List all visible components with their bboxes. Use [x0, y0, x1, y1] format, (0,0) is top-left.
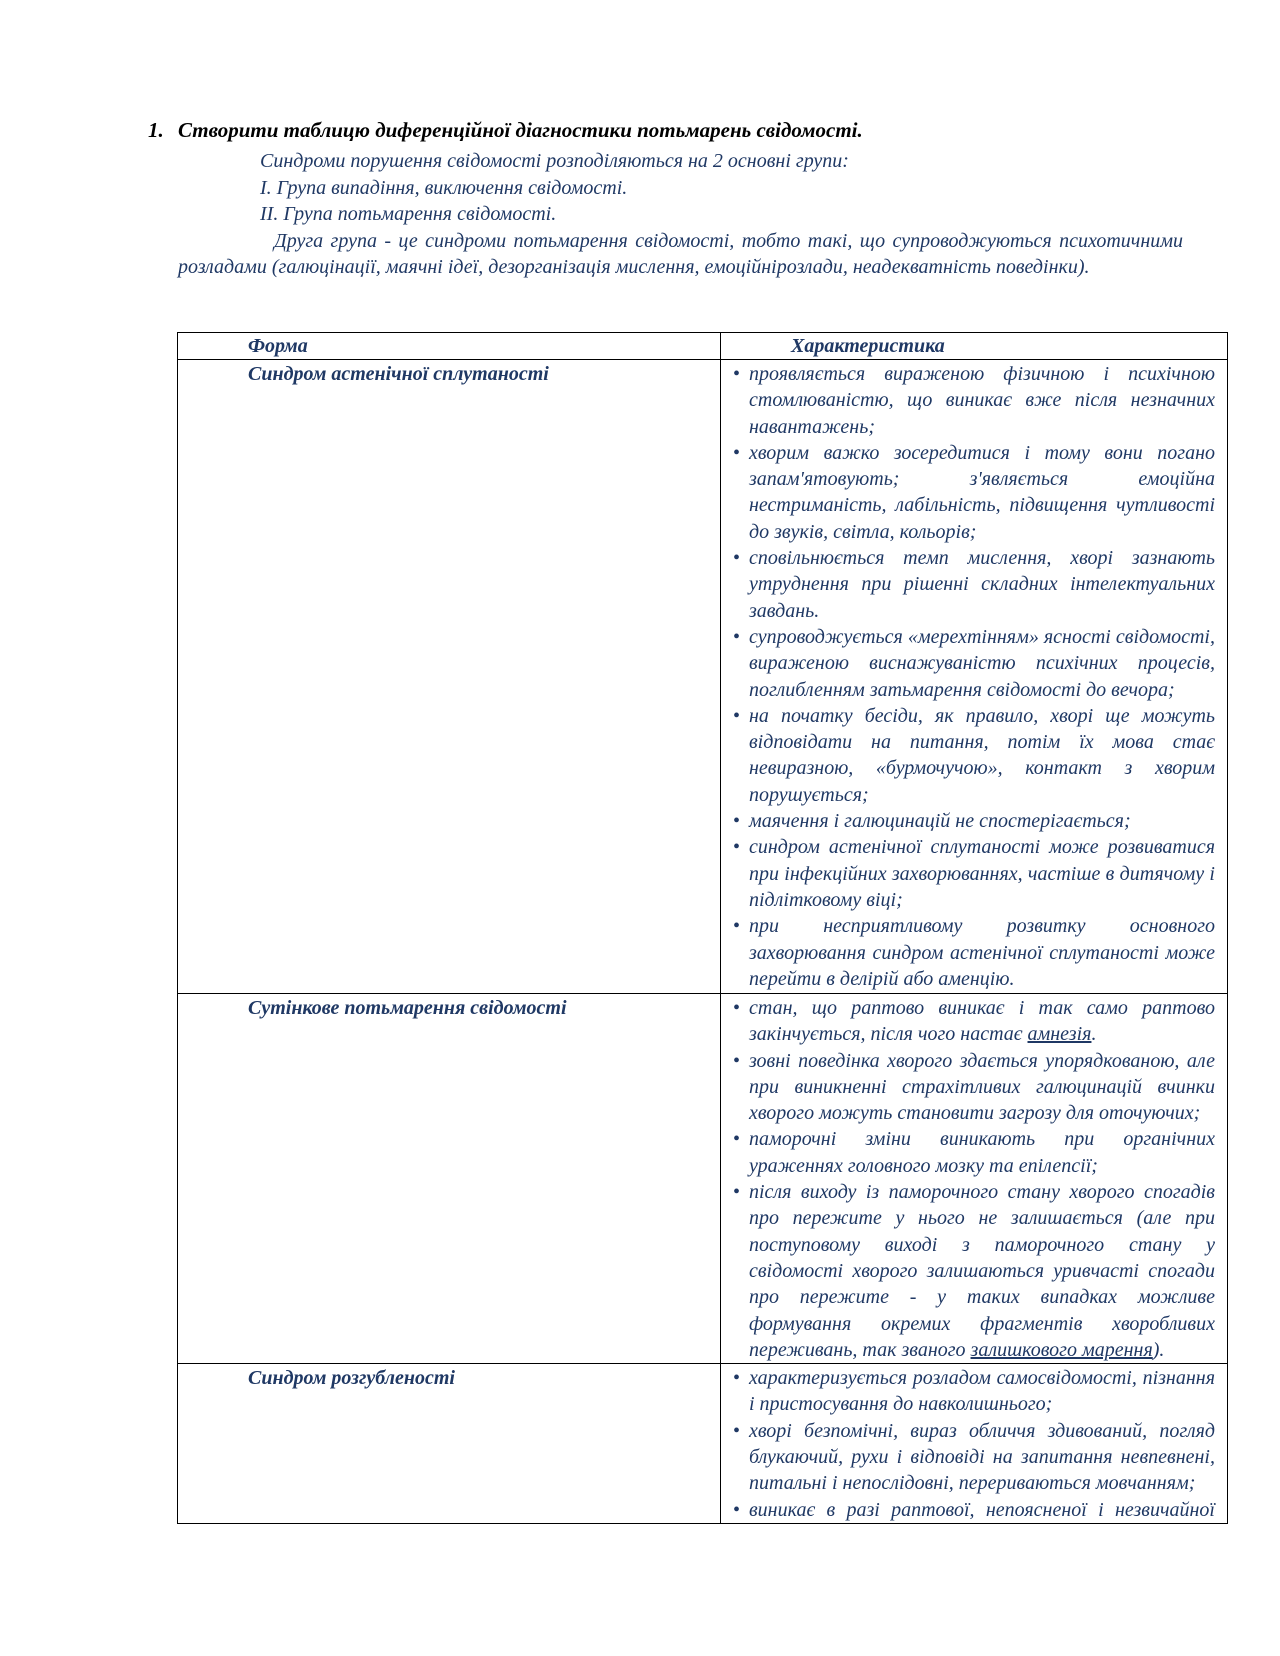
intro-line-groups: Синдроми порушення свідомості розподіляються на 2 основні групи:	[260, 150, 849, 172]
list-item: • супроводжується «мерехтінням» ясності свідомості, вираженою виснажуваністю психічних процесів, поглибленням затьмарення свідомості до вечора;	[733, 624, 1215, 703]
characteristic-cell	[721, 1364, 1228, 1524]
residual-delusion-link[interactable]: залишкового марення	[970, 1338, 1153, 1361]
table-row	[178, 1364, 1228, 1524]
table-header-row	[178, 333, 1228, 360]
list-item: • сповільнюється темп мислення, хворі зазнають утруднення при рішенні складних інтелектуальних завдань.	[733, 545, 1215, 624]
characteristic-cell	[721, 360, 1228, 994]
diagnostics-table	[177, 332, 1228, 1524]
characteristic-list	[733, 361, 1215, 992]
list-item: • при несприятливому розвитку основного захворювання синдром астенічної сплутаності може перейти в делірій або аменцію.	[733, 913, 1215, 992]
header-characteristic: Характеристика	[721, 333, 1228, 360]
list-item: • стан, що раптово виникає і так само раптово закінчується, після чого настає амнезія.	[733, 995, 1215, 1048]
task-title: Створити таблицю диференційної діагностики потьмарень свідомості.	[178, 118, 863, 142]
characteristic-list	[733, 995, 1215, 1363]
form-cell: Синдром розгубленості	[178, 1364, 721, 1524]
list-item: • характеризується розладом самосвідомості, пізнання і пристосування до навколишнього;	[733, 1365, 1215, 1418]
list-item: • на початку бесіди, як правило, хворі ще можуть відповідати на питання, потім їх мова стає невиразною, «бурмочучою», контакт з хворим порушується;	[733, 703, 1215, 808]
characteristic-list	[733, 1365, 1215, 1523]
list-item: • маячення і галюцинацій не спостерігається;	[733, 808, 1215, 834]
intro-paragraph: Друга група - це синдроми потьмарення свідомості, тобто такі, що супроводжуються психотичними розладами (галюцінації, маячні ідеї, дезорганізація мислення, емоційнірозлади, неадекватність поведінки).	[178, 229, 1183, 278]
list-item: • проявляється вираженою фізичною і психічною стомлюваністю, що виникає вже після незначних навантажень;	[733, 361, 1215, 440]
list-item: • синдром астенічної сплутаності може розвиватися при інфекційних захворюваннях, частіше в дитячому і підлітковому віці;	[733, 834, 1215, 913]
list-item: • паморочні зміни виникають при органічних ураженнях головного мозку та епілепсії;	[733, 1126, 1215, 1179]
intro-line-group-1: І. Група випадіння, виключення свідомості.	[260, 176, 628, 199]
table-row	[178, 360, 1228, 994]
form-cell: Синдром астенічної сплутаності	[178, 360, 721, 994]
intro-line-group-2: ІІ. Група потьмарення свідомості.	[260, 203, 557, 225]
list-item: • хворим важко зосередитися і тому вони погано запам'ятовують; з'являється емоційна нестриманість, лабільність, підвищення чутливості до звуків, світла, кольорів;	[733, 440, 1215, 545]
list-item: • після виходу із паморочного стану хворого спогадів про пережите у нього не залишається (але при поступовому виході з паморочного стану у свідомості хворого залишаються уривчасті спогади про пережите - у таких випадках можливе формування окремих фрагментів хворобливих переживань, так званого залишкового марення).	[733, 1179, 1215, 1363]
characteristic-cell	[721, 994, 1228, 1364]
header-form: Форма	[178, 333, 721, 360]
task-number: 1.	[148, 118, 164, 142]
list-item: • хворі безпомічні, вираз обличчя здивований, погляд блукаючий, рухи і відповіді на запитання невпевнені, питальні і непослідовні, перериваються мовчанням;	[733, 1418, 1215, 1497]
list-item: • зовні поведінка хворого здається упорядкованою, але при виникненні страхітливих галюцинацій вчинки хворого можуть становити загрозу для оточуючих;	[733, 1048, 1215, 1127]
amnesia-link[interactable]: амнезія	[1027, 1023, 1092, 1046]
list-item: • виникає в разі раптової, непоясненої і незвичайної	[733, 1497, 1215, 1523]
table-row	[178, 994, 1228, 1364]
form-cell: Сутінкове потьмарення свідомості	[178, 994, 721, 1364]
task-heading	[148, 118, 1208, 143]
intro-text	[178, 148, 1183, 281]
